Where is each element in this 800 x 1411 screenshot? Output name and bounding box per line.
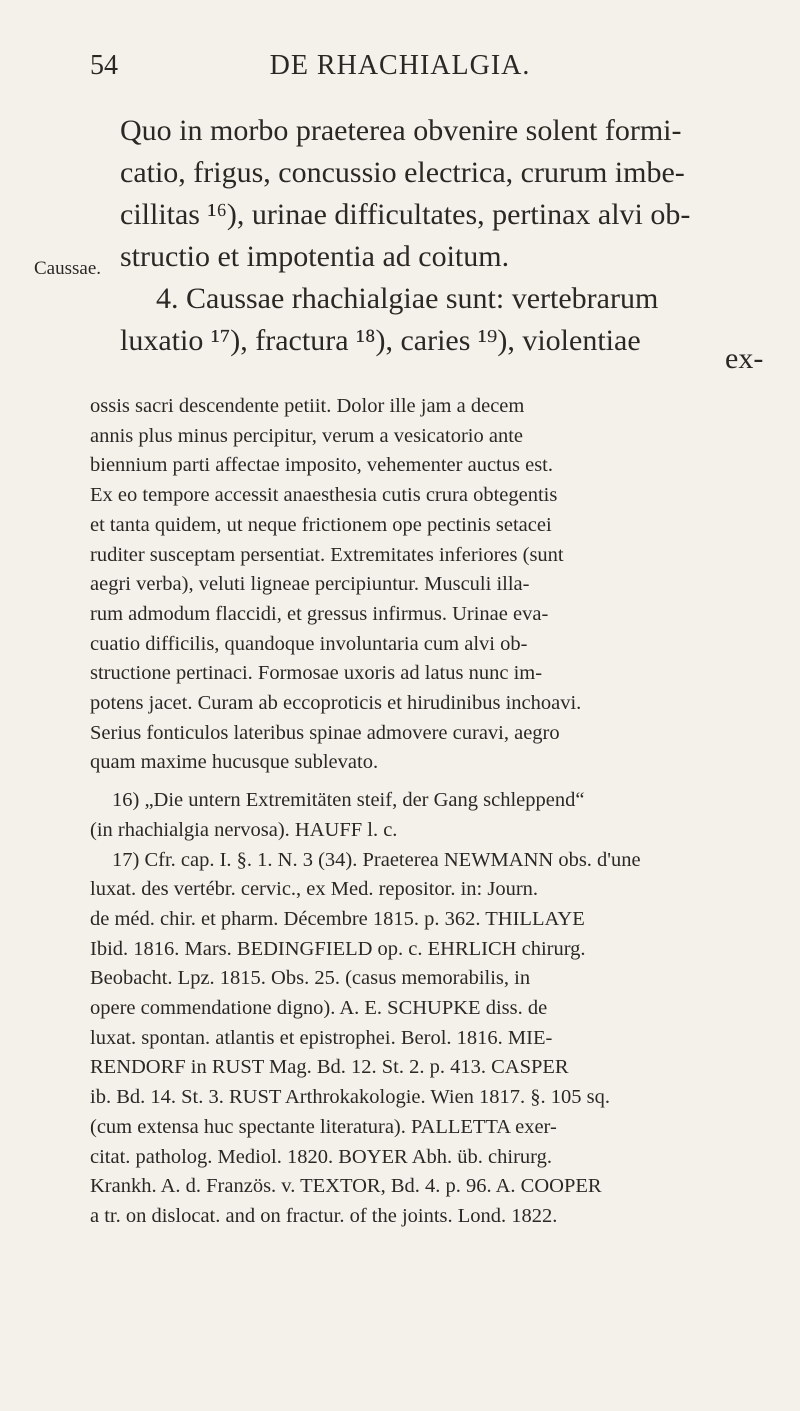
footnote-line: aegri verba), veluti ligneae percipiuntur. Musculi illa- xyxy=(90,573,530,596)
footnote-line: ossis sacri descendente petiit. Dolor ille jam a decem xyxy=(90,395,525,417)
footnote-line: quam maxime hucusque sublevato. xyxy=(90,751,379,774)
footnote-17-line: Beobacht. Lpz. 1815. Obs. 25. (casus memorabilis, in xyxy=(90,967,531,990)
footnote-17-line: ib. Bd. 14. St. 3. RUST Arthrokakologie. Wien 1817. §. 105 sq. xyxy=(90,1086,611,1109)
footnote-17-line: opere commendatione digno). A. E. SCHUPKE diss. de xyxy=(90,997,548,1020)
running-head xyxy=(0,50,800,110)
footnote-16-line: 16) „Die untern Extremitäten steif, der Gang schleppend“ xyxy=(112,789,585,812)
running-title: DE RHACHIALGIA. xyxy=(269,50,531,81)
main-paragraph xyxy=(120,110,770,362)
footnote-17-line: citat. patholog. Mediol. 1820. BOYER Abh. üb. chirurg. xyxy=(90,1145,552,1168)
main-line: cillitas ¹⁶), urinae difficultates, pertinax alvi ob- xyxy=(120,198,691,231)
margin-note: Caussae. xyxy=(34,258,102,279)
page-number: 54 xyxy=(90,50,118,81)
footnote-line: Serius fonticulos lateribus spinae admovere curavi, aegro xyxy=(90,721,560,744)
catchword: ex- xyxy=(725,342,764,375)
footnote-line: structione pertinaci. Formosae uxoris ad latus nunc im- xyxy=(90,662,543,685)
main-text xyxy=(120,110,770,362)
main-line: luxatio ¹⁷), fractura ¹⁸), caries ¹⁹), violentiae xyxy=(120,324,641,357)
main-line: 4. Caussae rhachialgiae sunt: vertebrarum xyxy=(156,282,659,315)
footnote-17-line: Ibid. 1816. Mars. BEDINGFIELD op. c. EHRLICH chirurg. xyxy=(90,937,586,960)
footnote-17-line: RENDORF in RUST Mag. Bd. 12. St. 2. p. 413. CASPER xyxy=(90,1056,569,1079)
footnote-line: rum admodum flaccidi, et gressus infirmus. Urinae eva- xyxy=(90,602,549,625)
footnote-line: annis plus minus percipitur, verum a vesicatorio ante xyxy=(90,424,523,447)
footnote-17-line: a tr. on dislocat. and on fractur. of the joints. Lond. 1822. xyxy=(90,1204,558,1227)
footnote-line: biennium parti affectae imposito, vehementer auctus est. xyxy=(90,454,553,477)
footnote-line: ruditer susceptam persentiat. Extremitates inferiores (sunt xyxy=(90,543,564,566)
footnote-17-line: luxat. des vertébr. cervic., ex Med. repositor. in: Journ. xyxy=(90,878,539,901)
footnote-line: potens jacet. Curam ab eccoproticis et hirudinibus inchoavi. xyxy=(90,692,582,715)
main-line: catio, frigus, concussio electrica, crurum imbe- xyxy=(120,156,685,189)
footnote-line: cuatio difficilis, quandoque involuntaria cum alvi ob- xyxy=(90,632,528,655)
footnote-17-line: (cum extensa huc spectante literatura). PALLETTA exer- xyxy=(90,1115,557,1138)
footnote-16-line: (in rhachialgia nervosa). HAUFF l. c. xyxy=(90,818,398,841)
footnote-17-line: de méd. chir. et pharm. Décembre 1815. p. 362. THILLAYE xyxy=(90,907,585,930)
footnote-17-line: luxat. spontan. atlantis et epistrophei. Berol. 1816. MIE- xyxy=(90,1026,553,1049)
footnote-17-line: Krankh. A. d. Französ. v. TEXTOR, Bd. 4. p. 96. A. COOPER xyxy=(90,1175,602,1198)
footnote-17-line: 17) Cfr. cap. I. §. 1. N. 3 (34). Praeterea NEWMANN obs. d'une xyxy=(112,848,641,871)
main-line: Quo in morbo praeterea obvenire solent formi- xyxy=(120,114,682,147)
footnotes xyxy=(90,392,776,1232)
main-line: structio et impotentia ad coitum. xyxy=(120,240,510,273)
footnote-line: Ex eo tempore accessit anaesthesia cutis crura obtegentis xyxy=(90,484,558,507)
footnote-line: et tanta quidem, ut neque frictionem ope pectinis setacei xyxy=(90,513,552,536)
